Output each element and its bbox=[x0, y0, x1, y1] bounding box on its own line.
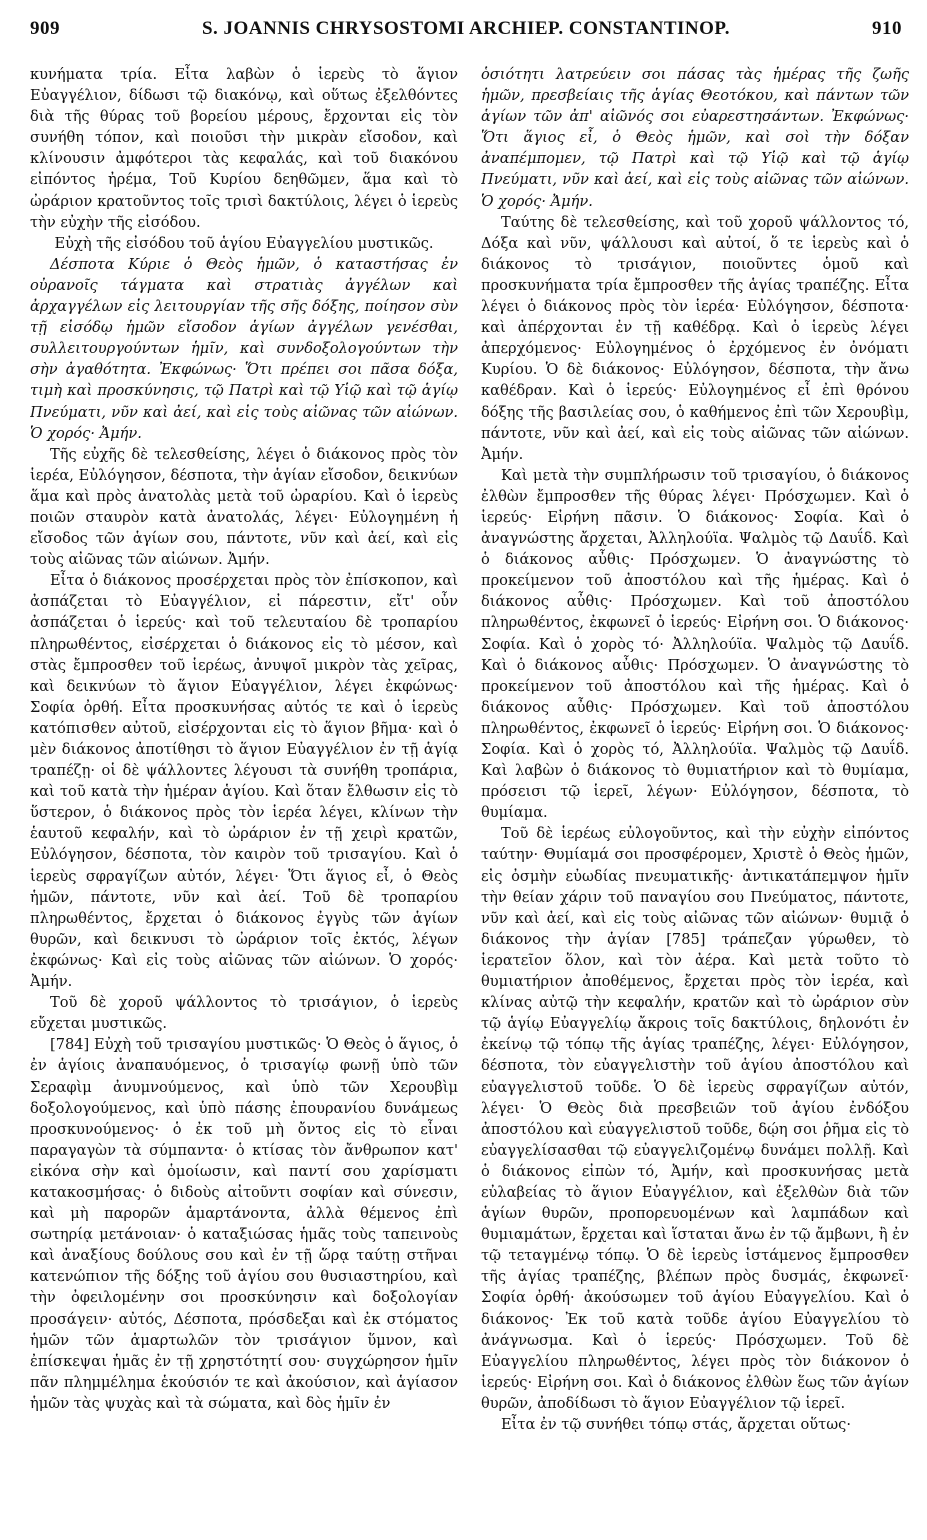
running-header bbox=[30, 18, 902, 48]
paragraph: Τοῦ δὲ ἱερέως εὐλογοῦντος, καὶ τὴν εὐχὴν εἰπόντος ταύτην· Θυμίαμά σοι προσφέρομεν, Χριστὲ ὁ Θεὸς ἡμῶν, εἰς ὀσμὴν εὐωδίας πνευματικῆς· ἀντικατάπεμψον ἡμῖν τὴν θείαν χάριν τοῦ παναγίου σου Πνεύματος, πάντοτε, νῦν καὶ ἀεί, καὶ εἰς τοὺς αἰῶνας τῶν αἰώνων· θυμιᾷ ὁ διάκονος τὴν ἁγίαν [785] τράπεζαν γύρωθεν, τὸ ἱερατεῖον ὅλον, καὶ τὸν ἀέρα. Καὶ μετὰ τοῦτο τὸ θυμιατήριον ἀποθέμενος, ἔρχεται πρὸς τὸν ἱερέα, καὶ κλίνας αὐτῷ τὴν κεφαλήν, κρατῶν καὶ τὸ ὠράριον σὺν τῷ ἁγίῳ Εὐαγγελίῳ ἄκροις τοῖς δακτύλοις, δηλονότι ἐν ἐκείνῳ τῷ τόπῳ τῆς ἁγίας τραπέζης, λέγει· Εὐλόγησον, δέσποτα, τὸν εὐαγγελιστὴν τοῦ ἁγίου ἀποστόλου καὶ εὐαγγελιστοῦ τοῦδε. Ὁ δὲ ἱερεὺς σφραγίζων αὐτόν, λέγει· Ὁ Θεὸς διὰ πρεσβειῶν τοῦ ἁγίου ἐνδόξου ἀποστόλου καὶ εὐαγγελιστοῦ τοῦδε, δῴη σοι ῥῆμα εἰς τὸ εὐαγγελίσασθαι τῷ εὐαγγελιζομένῳ δυνάμει πολλῇ. Καὶ ὁ διάκονος εἰπὼν τό, Ἀμήν, καὶ προσκυνήσας μετὰ εὐλαβείας τὸ ἅγιον Εὐαγγέλιον, καὶ ἐξελθὼν διὰ τῶν ἁγίων θυρῶν, προπορευομένων καὶ λαμπάδων καὶ θυμιαμάτων, ἔρχεται καὶ ἵσταται ἄνω ἐν τῷ ἄμβωνι, ἢ ἐν τῷ τεταγμένῳ τόπῳ. Ὁ δὲ ἱερεὺς ἱστάμενος ἔμπροσθεν τῆς ἁγίας τραπέζης, βλέπων πρὸς δυσμάς, ἐκφωνεῖ· Σοφία ὀρθή· ἀκούσωμεν τοῦ ἁγίου Εὐαγγελίου. Καὶ ὁ διάκονος· Ἐκ τοῦ κατὰ τοῦδε ἁγίου Εὐαγγελίου τὸ ἀνάγνωσμα. Καὶ ὁ ἱερεύς· Πρόσχωμεν. Τοῦ δὲ Εὐαγγελίου πληρωθέντος, λέγει πρὸς τὸν διάκονον ὁ ἱερεύς· Εἰρήνη σοι. Καὶ ὁ διάκονος ἐλθὼν ἕως τῶν ἁγίων θυρῶν, ἀποδίδωσι τὸ ἅγιον Εὐαγγέλιον τῷ ἱερεῖ. bbox=[481, 825, 909, 1412]
left-text-column bbox=[30, 64, 458, 1534]
right-text-column bbox=[481, 64, 909, 1534]
paragraph: Εἶτα ὁ διάκονος προσέρχεται πρὸς τὸν ἐπίσκοπον, καὶ ἀσπάζεται τὸ Εὐαγγέλιον, εἰ πάρεστιν, εἴτ' οὖν ἀσπάζεται ὁ ἱερεύς· καὶ τοῦ τελευταίου δὲ τροπαρίου πληρωθέντος, εἰσέρχεται ὁ διάκονος εἰς τὸ μέσον, καὶ στὰς ἔμπροσθεν τοῦ ἱερέως, ἀνυψοῖ μικρὸν τὰς χεῖρας, καὶ δεικνύων τὸ ἅγιον Εὐαγγέλιον, λέγει ἐκφώνως· Σοφία ὀρθή. Εἶτα προσκυνήσας αὐτός τε καὶ ὁ ἱερεὺς κατόπισθεν αὐτοῦ, εἰσέρχονται εἰς τὸ ἅγιον βῆμα· καὶ ὁ μὲν διάκονος ἀποτίθησι τὸ ἅγιον Εὐαγγέλιον ἐν τῇ ἁγίᾳ τραπέζῃ· οἱ δὲ ψάλλοντες λέγουσι τὰ συνήθη τροπάρια, καὶ τοῦ κατὰ τὴν ἡμέραν ἁγίου. Καὶ ὅταν ἔλθωσιν εἰς τὸ ὕστερον, ὁ διάκονος πρὸς τὸν ἱερέα λέγει, κλίνων τὴν ἑαυτοῦ κεφαλήν, καὶ τὸ ὠράριον ἐν τῇ χειρὶ κρατῶν, Εὐλόγησον, δέσποτα, τὸν καιρὸν τοῦ τρισαγίου. Καὶ ὁ ἱερεὺς σφραγίζων αὐτόν, λέγει· Ὅτι ἅγιος εἶ, ὁ Θεὸς ἡμῶν, πάντοτε, νῦν καὶ ἀεί. Τοῦ δὲ τροπαρίου πληρωθέντος, ἔρχεται ὁ διάκονος ἐγγὺς τῶν ἁγίων θυρῶν, καὶ δεικνυσι τὸ ὠράριον τοῖς ἐκτός, λέγων ἐκφώνως· Καὶ εἰς τοὺς αἰῶνας τῶν αἰώνων. Ὁ χορός· Ἀμήν. bbox=[30, 572, 458, 991]
running-title: S. JOANNIS CHRYSOSTOMI ARCHIEP. CONSTANTINOP. bbox=[201, 18, 731, 39]
left-page-number: 909 bbox=[30, 18, 60, 39]
paragraph: Καὶ μετὰ τὴν συμπλήρωσιν τοῦ τρισαγίου, ὁ διάκονος ἐλθὼν ἔμπροσθεν τῆς θύρας λέγει· Πρόσχωμεν. Καὶ ὁ ἱερεύς· Εἰρήνη πᾶσιν. Ὁ διάκονος· Σοφία. Καὶ ὁ ἀναγνώστης ἄρχεται, Ἀλληλούϊα. Ψαλμὸς τῷ Δαυΐδ. Καὶ ὁ διάκονος αὖθις· Πρόσχωμεν. Ὁ ἀναγνώστης τὸ προκείμενον τοῦ ἀποστόλου καὶ τῆς ἡμέρας. Καὶ ὁ διάκονος αὖθις· Πρόσχωμεν. Καὶ τοῦ ἀποστόλου πληρωθέντος, ἐκφωνεῖ ὁ ἱερεύς· Εἰρήνη σοι. Ὁ διάκονος· Σοφία. Καὶ ὁ χορὸς τό· Ἀλληλούϊα. Ψαλμὸς τῷ Δαυΐδ. Καὶ ὁ διάκονος αὖθις· Πρόσχωμεν. Ὁ ἀναγνώστης τὸ προκείμενον τοῦ ἀποστόλου καὶ τῆς ἡμέρας. Καὶ ὁ διάκονος αὖθις· Πρόσχωμεν. Καὶ τοῦ ἀποστόλου πληρωθέντος, ἐκφωνεῖ ὁ ἱερεύς· Εἰρήνη σοι. Ὁ διάκονος· Σοφία. Καὶ ὁ χορὸς τό, Ἀλληλούϊα. Ψαλμὸς τῷ Δαυΐδ. Καὶ λαβὼν ὁ διάκονος τὸ θυμιατήριον καὶ τὸ θυμίαμα, πρόσεισι τῷ ἱερεῖ, λέγων· Εὐλόγησον, δέσποτα, τὸ θυμίαμα. bbox=[481, 466, 909, 822]
paragraph: κυνήματα τρία. Εἶτα λαβὼν ὁ ἱερεὺς τὸ ἅγιον Εὐαγγέλιον, δίδωσι τῷ διακόνῳ, καὶ οὕτως ἐξελθόντες διὰ τῆς θύρας τοῦ βορείου μέρους, ἔρχονται εἰς τὸν συνήθη τόπον, καὶ ποιοῦσι τὴν μικρὰν εἴσοδον, καὶ κλίνουσιν ἀμφότεροι τὰς κεφαλάς, καὶ τοῦ διακόνου εἰπόντος ἠρέμα, Τοῦ Κυρίου δεηθῶμεν, ἅμα καὶ τὸ ὠράριον κρατοῦντος τοῖς τρισὶ δακτύλοις, λέγει ὁ ἱερεὺς τὴν εὐχὴν τῆς εἰσόδου. bbox=[30, 66, 458, 231]
right-page-number: 910 bbox=[872, 18, 902, 39]
paragraph: Ταύτης δὲ τελεσθείσης, καὶ τοῦ χοροῦ ψάλλοντος τό, Δόξα καὶ νῦν, ψάλλουσι καὶ αὐτοί, ὅ τε ἱερεὺς καὶ ὁ διάκονος τὸ τρισάγιον, ποιοῦντες ὁμοῦ καὶ προσκυνήματα τρία ἔμπροσθεν τῆς ἁγίας τραπέζης. Εἶτα λέγει ὁ διάκονος πρὸς τὸν ἱερέα· Εὐλόγησον, δέσποτα· καὶ ἀπέρχονται ἐν τῇ καθέδρᾳ. Καὶ ὁ ἱερεὺς λέγει ἀπερχόμενος· Εὐλογημένος ὁ ἐρχόμενος ἐν ὀνόματι Κυρίου. Ὁ δὲ διάκονος· Εὐλόγησον, δέσποτα, τὴν ἄνω καθέδραν. Καὶ ὁ ἱερεύς· Εὐλογημένος εἶ ἐπὶ θρόνου δόξης τῆς βασιλείας σου, ὁ καθήμενος ἐπὶ τῶν Χερουβὶμ, πάντοτε, νῦν καὶ ἀεί, καὶ εἰς τοὺς αἰῶνας τῶν αἰώνων. Ἀμήν. bbox=[481, 213, 909, 463]
paragraph: Εὐχὴ τῆς εἰσόδου τοῦ ἁγίου Εὐαγγελίου μυστικῶς. bbox=[54, 234, 434, 252]
paragraph: Εἶτα ἐν τῷ συνήθει τόπῳ στάς, ἄρχεται οὕτως· bbox=[501, 1416, 851, 1433]
paragraph: Τῆς εὐχῆς δὲ τελεσθείσης, λέγει ὁ διάκονος πρὸς τὸν ἱερέα, Εὐλόγησον, δέσποτα, τὴν ἁγίαν εἴσοδον, δεικνύων ἅμα καὶ πρὸς ἀνατολὰς μετὰ τοῦ ὠραρίου. Καὶ ὁ ἱερεὺς ποιῶν σταυρὸν κατὰ ἀνατολάς, λέγει· Εὐλογημένη ἡ εἴσοδος τῶν ἁγίων σου, πάντοτε, νῦν καὶ ἀεί, καὶ εἰς τοὺς αἰῶνας τῶν αἰώνων. Ἀμήν. bbox=[30, 445, 458, 569]
paragraph: Δέσποτα Κύριε ὁ Θεὸς ἡμῶν, ὁ καταστήσας ἐν οὐρανοῖς τάγματα καὶ στρατιὰς ἀγγέλων καὶ ἀρχαγγέλων εἰς λειτουργίαν τῆς σῆς δόξης, ποίησον σὺν τῇ εἰσόδῳ ἡμῶν εἴσοδον ἁγίων ἀγγέλων γενέσθαι, συλλειτουργούντων ἡμῖν, καὶ συνδοξολογούντων τὴν σὴν ἀγαθότητα. Ἐκφώνως· Ὅτι πρέπει σοι πᾶσα δόξα, τιμὴ καὶ προσκύνησις, τῷ Πατρὶ καὶ τῷ Υἱῷ καὶ τῷ ἁγίῳ Πνεύματι, νῦν καὶ ἀεί, καὶ εἰς τοὺς αἰῶνας τῶν αἰώνων. Ὁ χορός· Ἀμήν. bbox=[30, 255, 458, 442]
paragraph: Τοῦ δὲ χοροῦ ψάλλοντος τὸ τρισάγιον, ὁ ἱερεὺς εὔχεται μυστικῶς. bbox=[30, 994, 458, 1033]
paragraph: ὁσιότητι λατρεύειν σοι πάσας τὰς ἡμέρας τῆς ζωῆς ἡμῶν, πρεσβείαις τῆς ἁγίας Θεοτόκου, καὶ πάντων τῶν ἁγίων τῶν ἀπ' αἰῶνός σοι εὐαρεστησάντων. Ἐκφώνως· Ὅτι ἅγιος εἶ, ὁ Θεὸς ἡμῶν, καὶ σοὶ τὴν δόξαν ἀναπέμπομεν, τῷ Πατρὶ καὶ τῷ Υἱῷ καὶ τῷ ἁγίῳ Πνεύματι, νῦν καὶ ἀεί, καὶ εἰς τοὺς αἰῶνας τῶν αἰώνων. Ὁ χορός· Ἀμήν. bbox=[481, 66, 909, 210]
paragraph: [784] Εὐχὴ τοῦ τρισαγίου μυστικῶς· Ὁ Θεὸς ὁ ἅγιος, ὁ ἐν ἁγίοις ἀναπαυόμενος, ὁ τρισαγίῳ φωνῇ ὑπὸ τῶν Σεραφὶμ ἀνυμνούμενος, καὶ ὑπὸ τῶν Χερουβὶμ δοξολογούμενος, καὶ ὑπὸ πάσης ἐπουρανίου δυνάμεως προσκυνούμενος· ὁ ἐκ τοῦ μὴ ὄντος εἰς τὸ εἶναι παραγαγὼν τὰ σύμπαντα· ὁ κτίσας τὸν ἄνθρωπον κατ' εἰκόνα σὴν καὶ ὁμοίωσιν, καὶ παντί σου χαρίσματι κατακοσμήσας· ὁ διδοὺς αἰτοῦντι σοφίαν καὶ σύνεσιν, καὶ μὴ παρορῶν ἁμαρτάνοντα, ἀλλὰ θέμενος ἐπὶ σωτηρίᾳ μετάνοιαν· ὁ καταξιώσας ἡμᾶς τοὺς ταπεινοὺς καὶ ἀναξίους δούλους σου καὶ ἐν τῇ ὥρᾳ ταύτῃ στῆναι κατενώπιον τῆς δόξης τοῦ ἁγίου σου θυσιαστηρίου, καὶ τὴν ὀφειλομένην σοι προσκύνησιν καὶ δοξολογίαν προσάγειν· αὐτός, Δέσποτα, πρόσδεξαι καὶ ἐκ στόματος ἡμῶν τῶν ἁμαρτωλῶν τὸν τρισάγιον ὕμνον, καὶ ἐπίσκεψαι ἡμᾶς ἐν τῇ χρηστότητί σου· συγχώρησον ἡμῖν πᾶν πλημμέλημα ἑκούσιόν τε καὶ ἀκούσιον, καὶ ἁγίασον ἡμῶν τὰς ψυχὰς καὶ τὰ σώματα, καὶ δὸς ἡμῖν ἐν bbox=[30, 1036, 458, 1412]
